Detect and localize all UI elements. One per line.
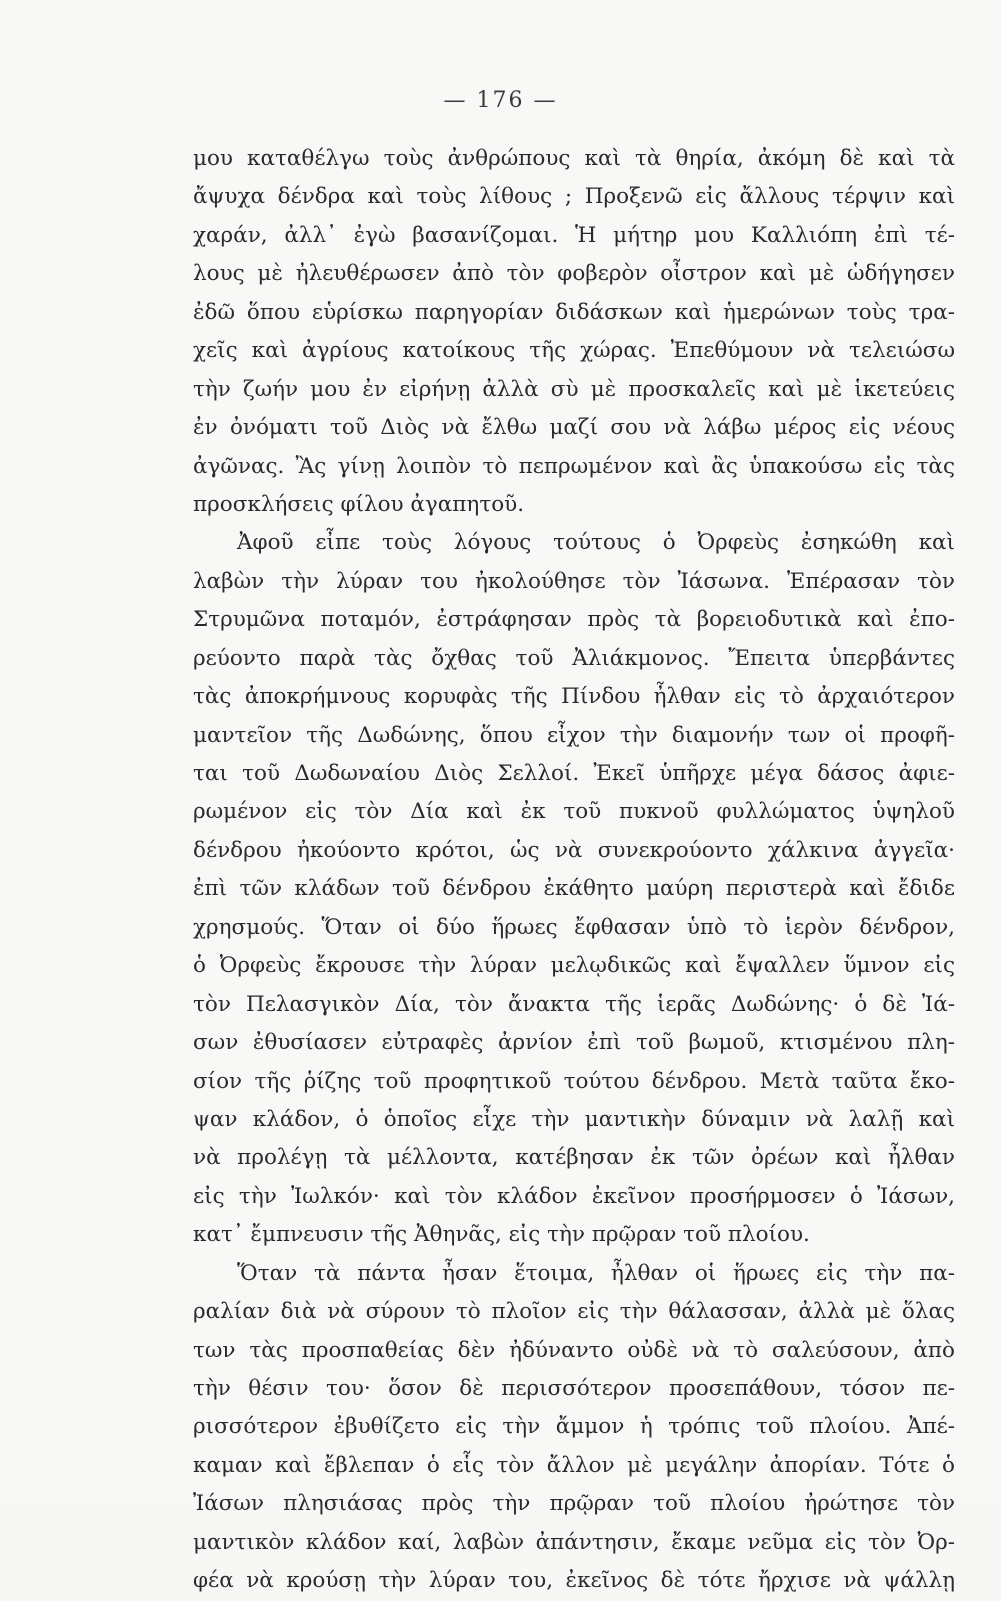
text-line: ἐδῶ ὅπου εὑρίσκω παρηγορίαν διδάσκων καὶ ἡμερώνων τοὺς τρα- xyxy=(193,299,955,325)
text-line: ψαν κλάδον, ὁ ὁποῖος εἶχε τὴν μαντικὴν δύναμιν νὰ λαλῇ καὶ xyxy=(193,1106,955,1132)
text-line: νὰ προλέγῃ τὰ μέλλοντα, κατέβησαν ἐκ τῶν ὀρέων καὶ ἦλθαν xyxy=(193,1145,955,1171)
text-line: σίον τῆς ῥίζης τοῦ προφητικοῦ τούτου δένδρου. Μετὰ ταῦτα ἔκο- xyxy=(193,1068,955,1094)
text-line: λαβὼν τὴν λύραν του ἠκολούθησε τὸν Ἰάσωνα. Ἐπέρασαν τὸν xyxy=(193,568,955,594)
text-line: φέα νὰ κρούσῃ τὴν λύραν του, ἐκεῖνος δὲ τότε ἤρχισε νὰ ψάλλῃ xyxy=(193,1568,955,1594)
text-line: ρωμένον εἰς τὸν Δία καὶ ἐκ τοῦ πυκνοῦ φυλλώματος ὑψηλοῦ xyxy=(193,799,955,825)
text-line: τὰς ἀποκρήμνους κορυφὰς τῆς Πίνδου ἦλθαν εἰς τὸ ἀρχαιότερον xyxy=(193,684,955,710)
text-line: μαντεῖον τῆς Δωδώνης, ὅπου εἶχον τὴν διαμονήν των οἱ προφῆ- xyxy=(193,722,955,748)
text-line: Στρυμῶνα ποταμόν, ἐστράφησαν πρὸς τὰ βορειοδυτικὰ καὶ ἐπο- xyxy=(193,607,955,633)
text-line: Ὅταν τὰ πάντα ἦσαν ἕτοιμα, ἦλθαν οἱ ἥρωες εἰς τὴν πα- xyxy=(237,1260,955,1286)
text-line: ἄψυχα δένδρα καὶ τοὺς λίθους ; Προξενῶ εἰς ἄλλους τέρψιν καὶ xyxy=(193,184,955,210)
text-line: ὁ Ὀρφεὺς ἔκρουσε τὴν λύραν μελῳδικῶς καὶ ἔψαλλεν ὕμνον εἰς xyxy=(193,953,955,979)
text-line: χαράν, ἀλλ᾽ ἐγὼ βασανίζομαι. Ἡ μήτηρ μου Καλλιόπη ἐπὶ τέ- xyxy=(193,222,955,248)
text-line: τὸν Πελασγικὸν Δία, τὸν ἄνακτα τῆς ἱερᾶς Δωδώνης· ὁ δὲ Ἰά- xyxy=(193,991,955,1017)
text-line: Ἰάσων πλησιάσας πρὸς τὴν πρῷραν τοῦ πλοίου ἠρώτησε τὸν xyxy=(193,1491,955,1517)
text-line: ἀγῶνας. Ἂς γίνῃ λοιπὸν τὸ πεπρωμένον καὶ ἂς ὑπακούσω εἰς τὰς xyxy=(193,453,955,479)
text-line: σων ἐθυσίασεν εὐτραφὲς ἀρνίον ἐπὶ τοῦ βωμοῦ, κτισμένου πλη- xyxy=(193,1030,955,1056)
text-line: χεῖς καὶ ἀγρίους κατοίκους τῆς χώρας. Ἐπεθύμουν νὰ τελειώσω xyxy=(193,338,955,364)
text-line: ραλίαν διὰ νὰ σύρουν τὸ πλοῖον εἰς τὴν θάλασσαν, ἀλλὰ μὲ ὅλας xyxy=(193,1299,955,1325)
text-line: προσκλήσεις φίλου ἀγαπητοῦ. xyxy=(193,491,525,517)
text-line: εἰς τὴν Ἰωλκόν· καὶ τὸν κλάδον ἐκεῖνον προσήρμοσεν ὁ Ἰάσων, xyxy=(193,1183,955,1209)
text-line: ρεύοντο παρὰ τὰς ὄχθας τοῦ Ἀλιάκμονος. Ἔπειτα ὑπερβάντες xyxy=(193,645,955,671)
page-number: — 176 — xyxy=(443,88,558,113)
text-line: μου καταθέλγω τοὺς ἀνθρώπους καὶ τὰ θηρία, ἀκόμη δὲ καὶ τὰ xyxy=(193,146,955,171)
text-line: κατ᾽ ἔμπνευσιν τῆς Ἀθηνᾶς, εἰς τὴν πρῷραν τοῦ πλοίου. xyxy=(193,1222,810,1248)
text-line: δένδρου ἠκούοντο κρότοι, ὡς νὰ συνεκρούοντο χάλκινα ἀγγεῖα· xyxy=(193,837,955,863)
text-line: χρησμούς. Ὅταν οἱ δύο ἥρωες ἔφθασαν ὑπὸ τὸ ἱερὸν δένδρον, xyxy=(193,914,955,940)
text-line: Ἀφοῦ εἶπε τοὺς λόγους τούτους ὁ Ὀρφεὺς ἐσηκώθη καὶ xyxy=(237,530,955,556)
text-line: τὴν ζωήν μου ἐν εἰρήνῃ ἀλλὰ σὺ μὲ προσκαλεῖς καὶ μὲ ἱκετεύεις xyxy=(193,376,955,402)
text-line: ἐν ὀνόματι τοῦ Διὸς νὰ ἔλθω μαζί σου νὰ λάβω μέρος εἰς νέους xyxy=(193,415,955,441)
text-line: ἐπὶ τῶν κλάδων τοῦ δένδρου ἐκάθητο μαύρη περιστερὰ καὶ ἔδιδε xyxy=(193,876,955,902)
text-line: τὴν θέσιν του· ὅσον δὲ περισσότερον προσεπάθουν, τόσον πε- xyxy=(193,1376,955,1401)
body-text xyxy=(193,140,955,1601)
text-line: καμαν καὶ ἔβλεπαν ὁ εἷς τὸν ἄλλον μὲ μεγάλην ἀπορίαν. Τότε ὁ xyxy=(193,1452,955,1478)
text-line: ρισσότερον ἐβυθίζετο εἰς τὴν ἄμμον ἡ τρόπις τοῦ πλοίου. Ἀπέ- xyxy=(193,1414,955,1440)
text-line: ται τοῦ Δωδωναίου Διὸς Σελλοί. Ἐκεῖ ὑπῆρχε μέγα δάσος ἀφιε- xyxy=(193,761,955,786)
text-line: των τὰς προσπαθείας δὲν ἠδύναντο οὐδὲ νὰ τὸ σαλεύσουν, ἀπὸ xyxy=(193,1337,955,1363)
text-line: λους μὲ ἠλευθέρωσεν ἀπὸ τὸν φοβερὸν οἶστρον καὶ μὲ ὡδήγησεν xyxy=(193,261,955,287)
text-line: μαντικὸν κλάδον καί, λαβὼν ἀπάντησιν, ἔκαμε νεῦμα εἰς τὸν Ὀρ- xyxy=(193,1529,955,1555)
